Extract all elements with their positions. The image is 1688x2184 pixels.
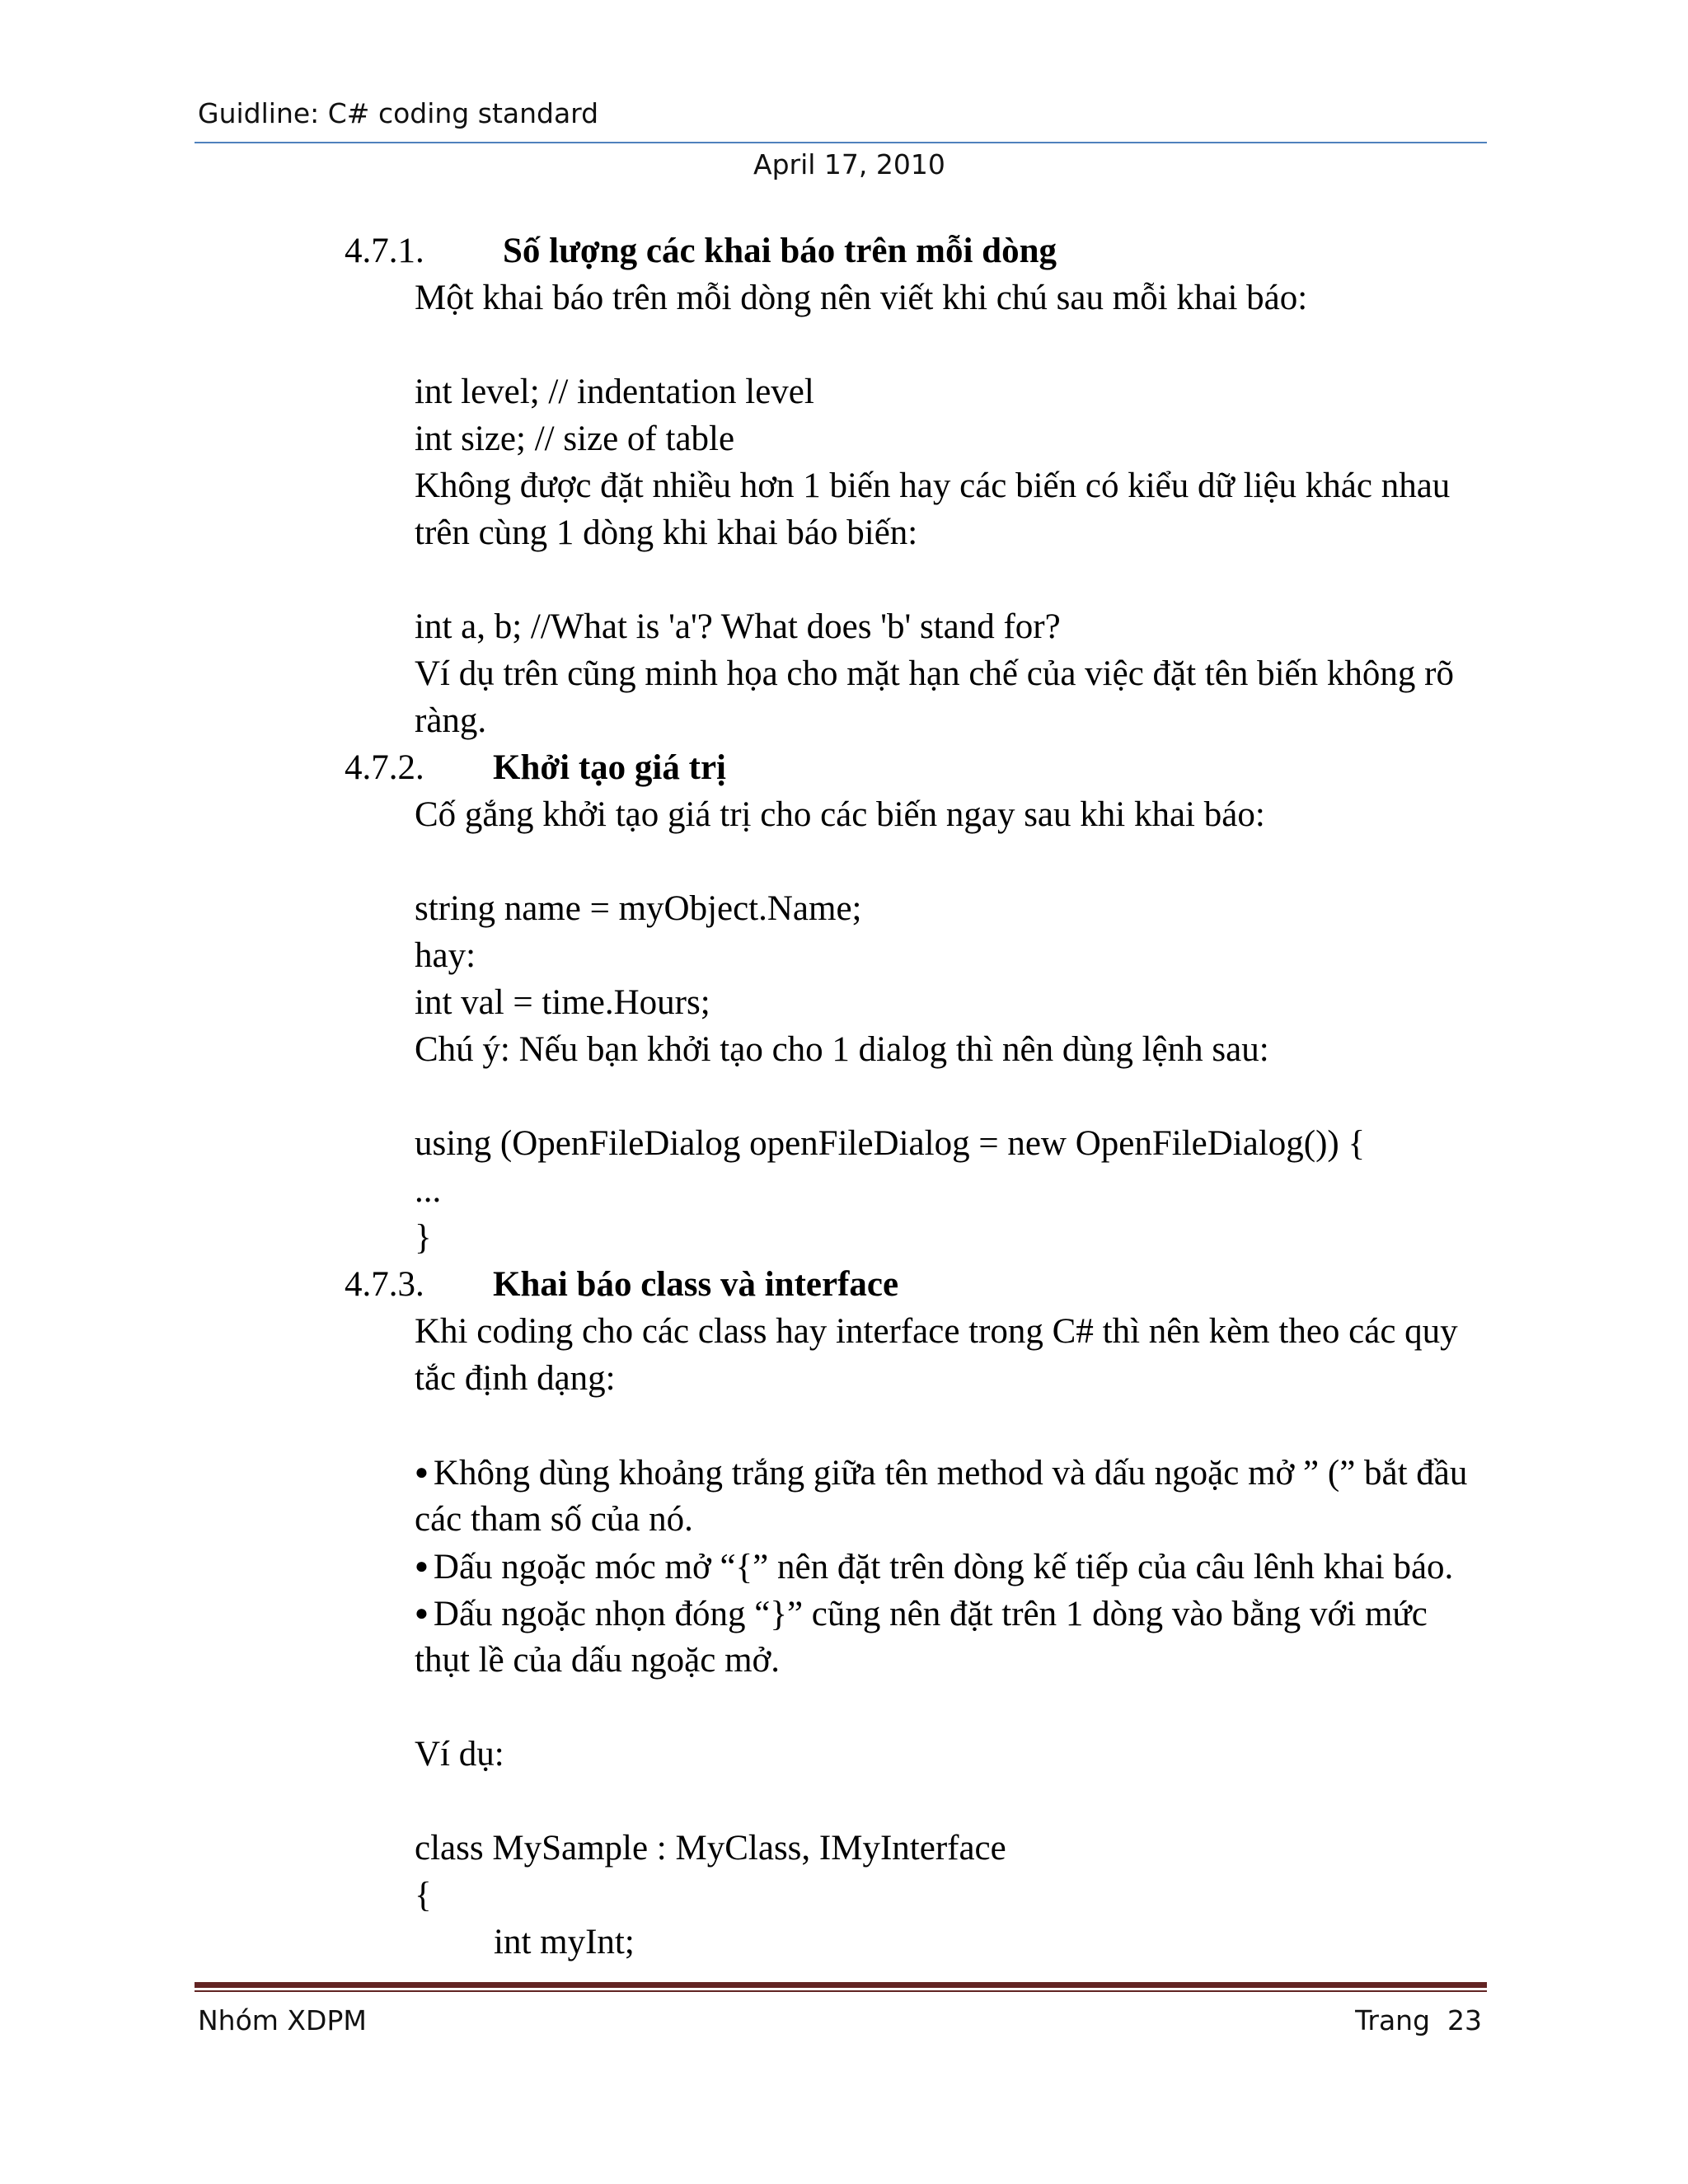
section-title: Số lượng các khai báo trên mỗi dòng — [503, 232, 1057, 270]
code-line: class MySample : MyClass, IMyInterface — [415, 1829, 1006, 1868]
code-line: string name = myObject.Name; — [415, 889, 862, 928]
bullet-text: Dấu ngoặc móc mở “{” nên đặt trên dòng kế tiếp của câu lênh khai báo. — [433, 1548, 1454, 1586]
code-line: } — [415, 1218, 432, 1257]
code-line: int myInt; — [494, 1923, 635, 1961]
paragraph-line: Ví dụ trên cũng minh họa cho mặt hạn chế của việc đặt tên biến không rõ — [415, 654, 1454, 693]
bullet-text: Không dùng khoảng trắng giữa tên method và dấu ngoặc mở ” (” bắt đầu — [433, 1454, 1468, 1493]
code-line: int size; // size of table — [415, 419, 735, 458]
code-line: int level; // indentation level — [415, 373, 814, 411]
paragraph-line: Chú ý: Nếu bạn khởi tạo cho 1 dialog thì nên dùng lệnh sau: — [415, 1030, 1269, 1069]
code-line: { — [415, 1876, 432, 1915]
footer-rule-thick — [195, 1982, 1487, 1988]
bullet-item — [415, 1543, 1453, 1591]
paragraph-line: ràng. — [415, 701, 487, 740]
section-title: Khai báo class và interface — [493, 1265, 899, 1304]
paragraph-line: tắc định dạng: — [415, 1359, 616, 1398]
section-number: 4.7.3. — [345, 1265, 424, 1304]
section-number: 4.7.2. — [345, 748, 424, 787]
code-line: ... — [415, 1171, 442, 1210]
paragraph-line: Ví dụ: — [415, 1735, 504, 1774]
code-line: int val = time.Hours; — [415, 983, 710, 1022]
header-divider — [195, 142, 1487, 143]
bullet-item — [415, 1449, 1467, 1497]
bullet-icon: ● — [415, 1554, 429, 1579]
code-line: int a, b; //What is 'a'? What does 'b' stand for? — [415, 607, 1061, 646]
bullet-item — [415, 1590, 1428, 1638]
paragraph-line: Cố gắng khởi tạo giá trị cho các biến ngay sau khi khai báo: — [415, 795, 1265, 834]
code-line: using (OpenFileDialog openFileDialog = new OpenFileDialog()) { — [415, 1124, 1366, 1163]
paragraph-line: thụt lề của dấu ngoặc mở. — [415, 1641, 781, 1680]
header-date: April 17, 2010 — [753, 148, 945, 180]
bullet-icon: ● — [415, 1601, 429, 1626]
section-title: Khởi tạo giá trị — [493, 748, 726, 787]
footer-rule-thin — [195, 1990, 1487, 1992]
footer-group-name: Nhóm XDPM — [198, 2004, 367, 2036]
section-number: 4.7.1. — [345, 232, 424, 270]
paragraph-line: Một khai báo trên mỗi dòng nên viết khi chú sau mỗi khai báo: — [415, 279, 1308, 317]
bullet-icon: ● — [415, 1460, 429, 1485]
footer-page-number: Trang 23 — [1355, 2004, 1482, 2036]
paragraph-line: trên cùng 1 dòng khi khai báo biến: — [415, 513, 918, 552]
paragraph-line: các tham số của nó. — [415, 1500, 693, 1539]
paragraph-line: Khi coding cho các class hay interface trong C# thì nên kèm theo các quy — [415, 1312, 1458, 1351]
bullet-text: Dấu ngoặc nhọn đóng “}” cũng nên đặt trên 1 dòng vào bằng với mức — [433, 1595, 1428, 1633]
paragraph-line: hay: — [415, 936, 476, 975]
header-title: Guidline: C# coding standard — [198, 97, 599, 129]
paragraph-line: Không được đặt nhiều hơn 1 biến hay các biến có kiểu dữ liệu khác nhau — [415, 466, 1451, 505]
